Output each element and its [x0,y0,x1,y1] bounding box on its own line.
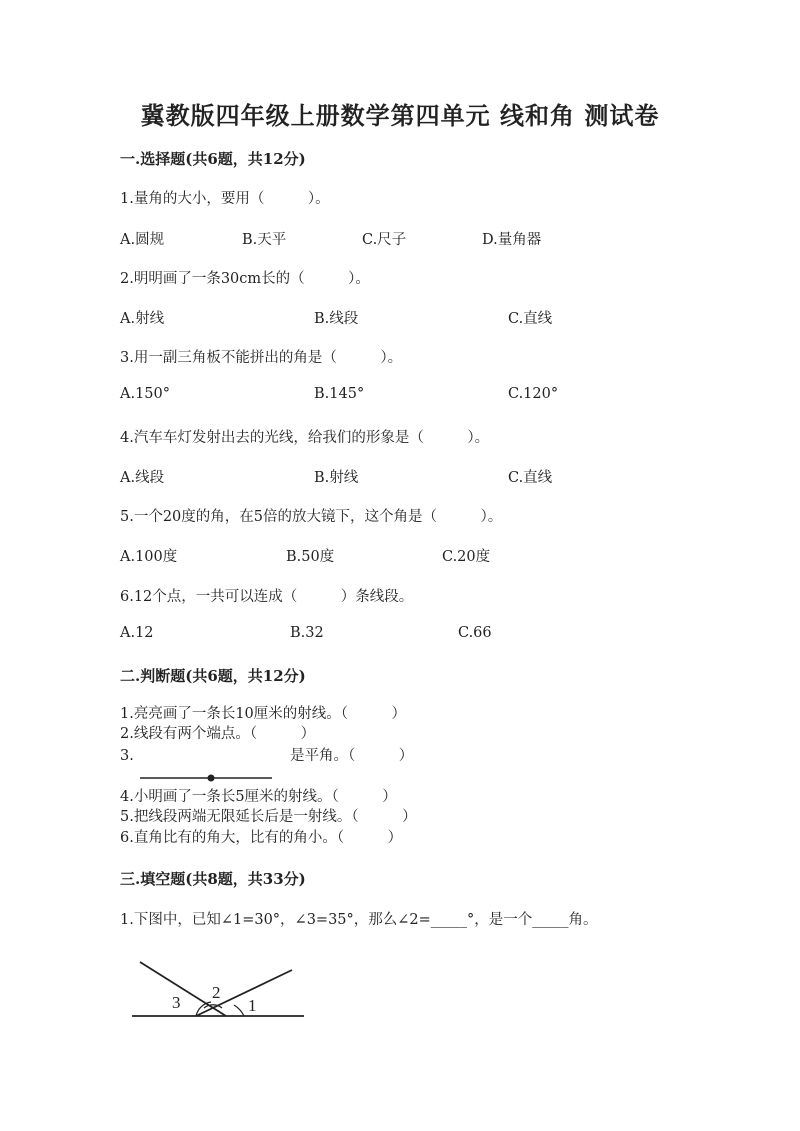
angle-1-arc [234,1005,244,1016]
judge-question-5: 5.把线段两端无限延长后是一射线。（ ） [120,809,417,825]
fill-question-1: 1.下图中，已知∠1=30°，∠3=35°，那么∠2=_____°，是一个_____角。 [120,912,598,928]
section-heading-choice: 一.选择题(共6题，共12分) [120,150,306,168]
choice-1-option-b: B.天平 [242,232,287,248]
choice-question-6: 6.12个点，一共可以连成（ ）条线段。 [120,589,414,605]
choice-3-option-a: A.150° [120,386,171,402]
choice-3-option-c: C.120° [508,386,559,402]
angle-label-1: 1 [248,996,257,1015]
choice-question-5: 5.一个20度的角，在5倍的放大镜下，这个角是（ ）。 [120,509,503,525]
choice-3-option-b: B.145° [314,386,365,402]
choice-5-option-a: A.100度 [120,549,178,565]
choice-2-option-b: B.线段 [314,311,359,327]
choice-6-option-b: B.32 [290,625,324,641]
angle-label-3: 3 [172,993,181,1012]
choice-6-option-c: C.66 [458,625,492,641]
choice-question-2: 2.明明画了一条30cm长的（ ）。 [120,271,370,287]
choice-2-option-a: A.射线 [120,311,165,327]
choice-2-option-c: C.直线 [508,311,553,327]
judge-question-6: 6.直角比有的角大，比有的角小。（ ） [120,830,403,846]
angle-label-2: 2 [212,983,221,1002]
section-heading-judge: 二.判断题(共6题，共12分) [120,667,306,685]
choice-5-option-b: B.50度 [286,549,335,565]
page-title: 冀教版四年级上册数学第四单元 线和角 测试卷 [140,101,660,130]
section-heading-fill: 三.填空题(共8题，共33分) [120,870,306,888]
judge-question-2: 2.线段有两个端点。（ ） [120,726,316,742]
choice-4-option-c: C.直线 [508,470,553,486]
choice-question-1: 1.量角的大小，要用（ ）。 [120,191,330,207]
choice-question-3: 3.用一副三角板不能拼出的角是（ ）。 [120,350,403,366]
judge-question-1: 1.亮亮画了一条长10厘米的射线。（ ） [120,706,407,722]
judge-question-3-text: 是平角。（ ） [290,748,414,764]
choice-1-option-a: A.圆规 [120,232,165,248]
choice-question-4: 4.汽车车灯发射出去的光线，给我们的形象是（ ）。 [120,430,490,446]
choice-5-option-c: C.20度 [442,549,491,565]
angle-diagram-right-ray [196,970,292,1016]
choice-1-option-c: C.尺子 [362,232,407,248]
judge-question-3-number: 3. [120,748,134,764]
choice-6-option-a: A.12 [120,625,154,641]
choice-1-option-d: D.量角器 [482,232,542,248]
judge-question-4: 4.小明画了一条长5厘米的射线。（ ） [120,789,397,805]
choice-4-option-a: A.线段 [120,470,165,486]
choice-4-option-b: B.射线 [314,470,359,486]
